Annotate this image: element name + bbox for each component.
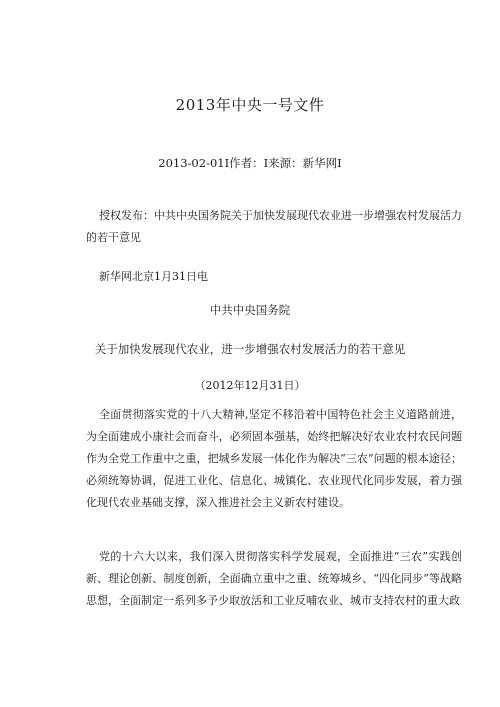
document-meta: 2013-02-01I作者：I来源：新华网I [158,156,342,170]
document-date: （2012年12月31日） [194,379,306,392]
issuer-name: 中共中央国务院 [209,303,291,317]
authorization-paragraph: 授权发布：中共中央国务院关于加快发展现代农业进一步增强农村发展活力的若干意见 [86,209,462,244]
document-heading: 关于加快发展现代农业，进一步增强农村发展活力的若干意见 [94,342,406,356]
body-paragraph-1: 全面贯彻落实党的十八大精神,坚定不移沿着中国特色社会主义道路前进，为全面建成小康社会而奋斗，必须固本强基，始终把解决好农业农村农民问题作为全党工作重中之重，把城乡发展一体化作为解决“三农”问题的根本途径；必须统筹协调，促进工业化、信息化、城镇化、农业现代化同步发展，着力强化现代农业基础支撑，深入推进社会主义新农村建设。 [86,408,462,509]
body-paragraph-2: 党的十六大以来，我们深入贯彻落实科学发展观，全面推进“三农”实践创新、理论创新、制度创新，全面确立重中之重、统筹城乡、“四化同步”等战略思想，全面制定一系列多予少取放活和工业反哺农业、城市支持农村的重大政 [86,550,462,607]
dateline: 新华网北京1月31日电 [99,270,208,283]
document-title: 2013年中央一号文件 [175,96,325,114]
